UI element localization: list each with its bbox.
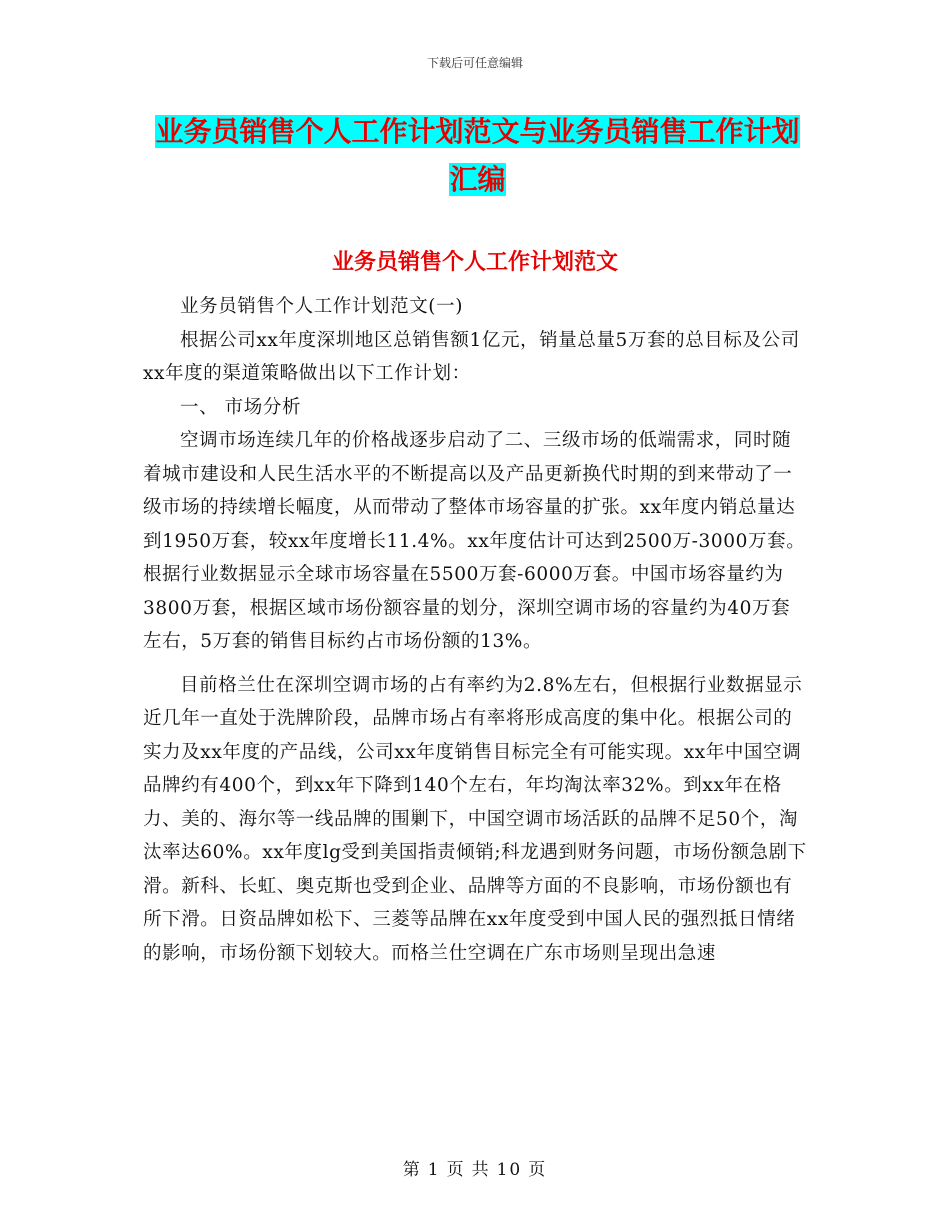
paragraph: 业务员销售个人工作计划范文(一) bbox=[180, 296, 464, 317]
footer-suffix: 页 bbox=[528, 1160, 548, 1180]
page-header: 下载后可任意编辑 bbox=[426, 56, 523, 70]
body-text bbox=[143, 290, 808, 970]
title-line-1-text: 业务员销售个人工作计划范文与业务员销售工作计划 bbox=[155, 115, 800, 148]
footer-total-prefix: 共 bbox=[471, 1160, 491, 1180]
title-line-2-text: 汇编 bbox=[449, 163, 506, 196]
paragraph: 一、 市场分析 bbox=[180, 396, 302, 418]
title-line-2 bbox=[449, 156, 505, 204]
footer-prefix: 第 bbox=[402, 1160, 422, 1180]
section-title: 业务员销售个人工作计划范文 bbox=[331, 250, 618, 275]
footer-page-word: 页 bbox=[446, 1160, 466, 1180]
total-pages: 10 bbox=[496, 1160, 523, 1180]
paragraph: 目前格兰仕在深圳空调市场的占有率约为2.8%左右，但根据行业数据显示近几年一直处于洗牌阶段，品牌市场占有率将形成高度的集中化。根据公司的实力及xx年度的产品线，公司xx年度销售目标完全有可能实现。xx年中国空调品牌约有400个，到xx年下降到140个左右，年均淘汰率32%。到xx年在格力、美的、海尔等一线品牌的围剿下，中国空调市场活跃的品牌不足50个，淘汰率达60%。xx年度lg受到美国指责倾销;科龙遇到财务问题，市场份额急剧下滑。新科、长虹、奥克斯也受到企业、品牌等方面的不良影响，市场份额也有所下滑。日资品牌如松下、三菱等品牌在xx年度受到中国人民的强烈抵日情绪的影响，市场份额下划较大。而格兰仕空调在广东市场则呈现出急速 bbox=[143, 674, 807, 964]
title-line-1 bbox=[155, 108, 799, 156]
page-number: 1 bbox=[427, 1160, 441, 1180]
page-footer bbox=[0, 1155, 950, 1180]
paragraph: 空调市场连续几年的价格战逐步启动了二、三级市场的低端需求，同时随着城市建设和人民生活水平的不断提高以及产品更新换代时期的到来带动了一级市场的持续增长幅度，从而带动了整体市场容量的扩张。xx年度内销总量达到1950万套，较xx年度增长11.4%。xx年度估计可达到2500万-3000万套。根据行业数据显示全球市场容量在5500万套-6000万套。中国市场容量约为3800万套，根据区域市场份额容量的划分，深圳空调市场的容量约为40万套左右，5万套的销售目标约占市场份额的13%。 bbox=[143, 430, 806, 652]
document-title bbox=[140, 108, 815, 204]
paragraph: 根据公司xx年度深圳地区总销售额1亿元，销量总量5万套的总目标及公司xx年度的渠道策略做出以下工作计划： bbox=[143, 329, 800, 384]
